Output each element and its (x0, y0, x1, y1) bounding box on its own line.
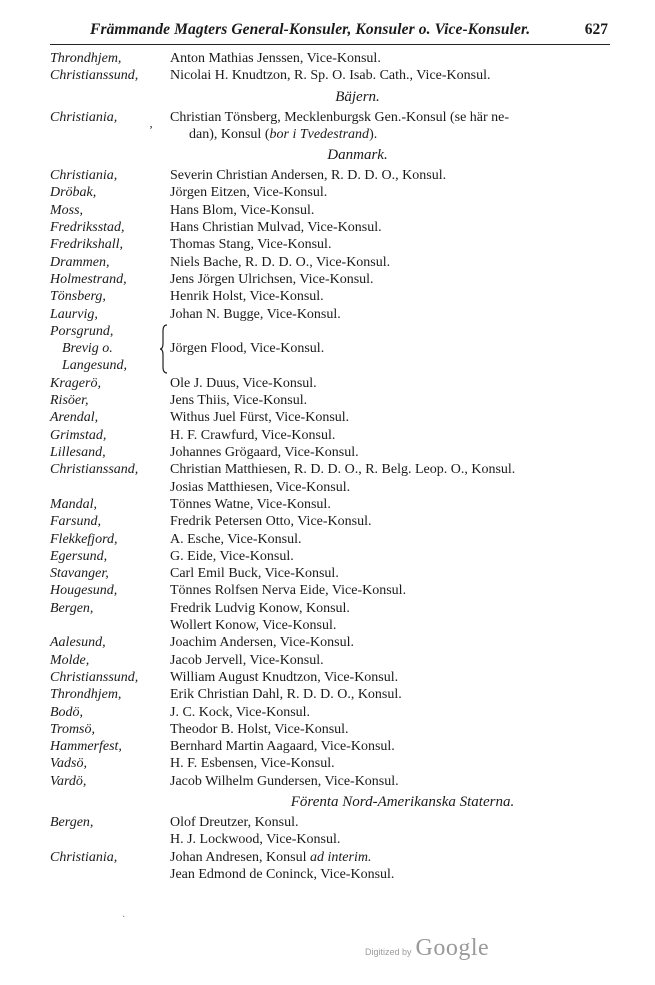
city-name: Kragerö, (50, 375, 101, 391)
consul-entry: Bernhard Martin Aagaard, Vice-Konsul. (170, 739, 395, 755)
list-item (0, 565, 655, 582)
consul-entry: Fredrik Petersen Otto, Vice-Konsul. (170, 514, 372, 530)
entry-line-prefix: dan), Konsul ( (189, 126, 270, 142)
country-heading-danmark: Danmark. (327, 147, 388, 164)
city-name: Flekkefjord, (50, 531, 118, 547)
city-name: Christiania, (50, 849, 118, 865)
list-item (0, 814, 655, 831)
city-name: Christianssand, (50, 462, 139, 478)
usa-list (0, 814, 655, 849)
consul-entry: Niels Bache, R. D. D. O., Vice-Konsul. (170, 254, 391, 270)
list-item (0, 219, 655, 236)
list-item (0, 652, 655, 669)
danmark-list-part1 (0, 167, 655, 323)
city-name: Hammerfest, (50, 739, 122, 755)
consul-entry (170, 109, 610, 144)
list-item (0, 831, 655, 848)
stray-mark: ‚ (149, 115, 153, 130)
city-name: Porsgrund, (50, 323, 114, 339)
country-heading-bayern: Bäjern. (335, 88, 380, 105)
list-item (0, 236, 655, 253)
consul-entry: Anton Mathias Jenssen, Vice-Konsul. (170, 51, 381, 66)
city-name: Brevig o. (62, 341, 113, 357)
city-name: Tönsberg, (50, 289, 106, 305)
entry-line: Christian Tönsberg, Mecklenburgsk Gen.-Konsul (se här ne- (170, 109, 510, 125)
consul-entry: Joachim Andersen, Vice-Konsul. (170, 635, 354, 651)
city-name: Laurvig, (50, 306, 98, 322)
consul-entry: Hans Christian Mulvad, Vice-Konsul. (170, 220, 382, 236)
consul-entry: Jacob Jervell, Vice-Konsul. (170, 652, 324, 668)
consul-entry: Nicolai H. Knudtzon, R. Sp. O. Isab. Cath., Vice-Konsul. (170, 68, 491, 84)
list-item (0, 849, 655, 866)
danmark-list-part2 (0, 375, 655, 790)
running-head (50, 21, 608, 43)
consul-entry: William August Knudtzon, Vice-Konsul. (170, 669, 399, 685)
entry-italic: ad interim. (310, 849, 372, 865)
city-name: Bodö, (50, 704, 84, 720)
entry-line-suffix: ). (369, 126, 378, 142)
list-item (0, 427, 655, 444)
consul-entry: Johan N. Bugge, Vice-Konsul. (170, 306, 341, 322)
consul-entry: Ole J. Duus, Vice-Konsul. (170, 375, 317, 391)
consul-entry: Jörgen Eitzen, Vice-Konsul. (170, 185, 328, 201)
consul-entry: Jacob Wilhelm Gundersen, Vice-Konsul. (170, 773, 399, 789)
city-name: Bergen, (50, 814, 94, 830)
consul-entry: Jens Jörgen Ulrichsen, Vice-Konsul. (170, 271, 374, 287)
city-name: Grimstad, (50, 427, 107, 443)
city-name: Christiania, (50, 168, 118, 184)
list-item (0, 686, 655, 703)
city-name: Tromsö, (50, 721, 96, 737)
page-number: 627 (584, 21, 608, 38)
country-heading-usa: Förenta Nord-Amerikanska Staterna. (290, 793, 515, 810)
city-name: Drammen, (50, 254, 110, 270)
consul-entry: Jean Edmond de Coninck, Vice-Konsul. (170, 866, 395, 882)
city-name: Bergen, (50, 600, 94, 616)
entry-text: Johan Andresen, Konsul (170, 849, 310, 865)
consul-entry: H. J. Lockwood, Vice-Konsul. (170, 832, 341, 848)
consul-entry: H. F. Esbensen, Vice-Konsul. (170, 756, 335, 772)
consul-entry: Carl Emil Buck, Vice-Konsul. (170, 566, 339, 582)
list-item (0, 600, 655, 617)
city-name: Throndhjem, (50, 687, 122, 703)
list-item (0, 375, 655, 392)
list-item (0, 479, 655, 496)
consul-entry: Tönnes Rolfsen Nerva Eide, Vice-Konsul. (170, 583, 407, 599)
consul-entry: Henrik Holst, Vice-Konsul. (170, 289, 324, 305)
list-item (0, 617, 655, 634)
list-item (0, 254, 655, 271)
city-name: Christianssund, (50, 669, 139, 685)
list-item (0, 67, 655, 84)
city-name: Fredrikshall, (50, 237, 123, 253)
header-rule (50, 44, 610, 45)
consul-entry: Jens Thiis, Vice-Konsul. (170, 393, 308, 409)
city-name: Arendal, (50, 410, 99, 426)
curly-brace-icon (160, 323, 170, 375)
city-name: Vadsö, (50, 756, 87, 772)
list-item (0, 184, 655, 201)
list-item (0, 513, 655, 530)
digitized-watermark (365, 935, 489, 962)
city-name: Aalesund, (50, 635, 106, 651)
consul-entry: Fredrik Ludvig Konow, Konsul. (170, 600, 350, 616)
city-name: Dröbak, (50, 185, 97, 201)
list-item (0, 202, 655, 219)
city-name: Farsund, (50, 514, 101, 530)
city-name: Langesund, (62, 358, 127, 374)
consul-entry: Severin Christian Andersen, R. D. D. O., Konsul. (170, 168, 447, 184)
list-item (0, 392, 655, 409)
city-name: Mandal, (50, 496, 98, 512)
list-item (0, 167, 655, 184)
city-name: Risöer, (50, 393, 89, 409)
city-name: Vardö, (50, 773, 87, 789)
city-name: Egersund, (50, 548, 108, 564)
list-item (0, 306, 655, 323)
consul-entry: Wollert Konow, Vice-Konsul. (170, 618, 337, 634)
consul-entry: Thomas Stang, Vice-Konsul. (170, 237, 332, 253)
city-name: Holmestrand, (50, 271, 127, 287)
list-item (0, 50, 655, 67)
city-name: Hougesund, (50, 583, 118, 599)
consul-entry: Josias Matthiesen, Vice-Konsul. (170, 479, 351, 495)
consul-list (0, 50, 655, 883)
consul-entry: Jörgen Flood, Vice-Konsul. (170, 340, 325, 356)
consul-entry: Erik Christian Dahl, R. D. D. O., Konsul. (170, 687, 402, 703)
stray-mark: · (122, 912, 126, 923)
consul-entry: Tönnes Watne, Vice-Konsul. (170, 496, 331, 512)
list-item (0, 738, 655, 755)
list-item (0, 109, 655, 144)
city-name: Stavanger, (50, 566, 109, 582)
list-item (0, 444, 655, 461)
consul-entry: J. C. Kock, Vice-Konsul. (170, 704, 311, 720)
list-item (0, 531, 655, 548)
list-item (0, 704, 655, 721)
running-title: Främmande Magters General-Konsuler, Konsuler o. Vice-Konsuler. (90, 21, 531, 38)
list-item (0, 866, 655, 883)
consul-entry: Olof Dreutzer, Konsul. (170, 814, 299, 830)
consul-entry: Christian Matthiesen, R. D. D. O., R. Belg. Leop. O., Konsul. (170, 462, 516, 478)
list-item (0, 669, 655, 686)
consul-entry: Johannes Grögaard, Vice-Konsul. (170, 445, 359, 461)
consul-entry: Theodor B. Holst, Vice-Konsul. (170, 721, 349, 737)
list-item (0, 409, 655, 426)
consul-entry: Withus Juel Fürst, Vice-Konsul. (170, 410, 350, 426)
list-item (0, 773, 655, 790)
city-name: Lillesand, (50, 445, 106, 461)
consul-entry (170, 849, 610, 866)
google-logo: Google (415, 935, 490, 961)
list-item (0, 582, 655, 599)
consul-entry: A. Esche, Vice-Konsul. (170, 531, 302, 547)
city-name: Christianssund, (50, 68, 139, 84)
city-name: Christiania, (50, 109, 118, 125)
list-item (0, 755, 655, 772)
list-item (0, 271, 655, 288)
city-name: Moss, (50, 202, 84, 218)
list-item (0, 548, 655, 565)
entry-line-italic: bor i Tvedestrand (269, 126, 370, 142)
city-name: Throndhjem, (50, 51, 122, 66)
list-item (0, 288, 655, 305)
consul-entry: H. F. Crawfurd, Vice-Konsul. (170, 427, 336, 443)
list-item (0, 721, 655, 738)
city-name: Molde, (50, 652, 90, 668)
consul-entry: Hans Blom, Vice-Konsul. (170, 202, 315, 218)
brace-group (0, 323, 655, 375)
city-name: Fredriksstad, (50, 220, 125, 236)
list-item (0, 461, 655, 478)
consul-entry: G. Eide, Vice-Konsul. (170, 548, 294, 564)
list-item (0, 496, 655, 513)
list-item (0, 634, 655, 651)
digitized-by-text: Digitized by (365, 947, 412, 957)
